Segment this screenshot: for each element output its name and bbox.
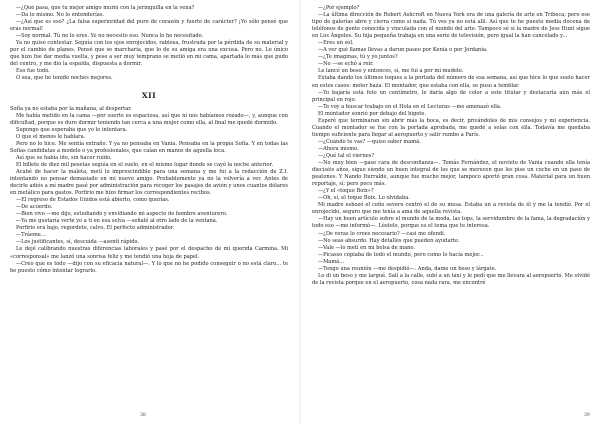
paragraph: O que el menos le hablara.	[16, 133, 86, 140]
paragraph: —De acuerdo.	[16, 204, 53, 211]
paragraph: —¿De veras lo crees necesario? —casi me ofendí.	[318, 230, 446, 237]
paragraph: —Eres un sol.	[318, 40, 354, 47]
paragraph: —Tráeme…	[16, 232, 46, 239]
paragraph: Supongo que esperaba que yo lo intentara.	[16, 126, 128, 133]
paragraph: Esperé que terminaran sin abrir más la boca, es decir, privándoles de mis consejos y mi experiencia. Cuando el montador se fue con la portada aprobada, me quedé a solas con ella. Todavía me quedaba tiempo suficiente para llegar al aeropuerto y salir rumbo a París.	[312, 117, 590, 138]
paragraph: —Picasso copiaba de todo el mundo, pero como lo hacía mejor...	[318, 251, 484, 258]
paragraph: —Oh, sí, el toque Boix. Lo olvidaba.	[318, 195, 410, 202]
paragraph: —Hay un buen artículo sobre el mundo de la moda, las tops, la servidumbre de la fama, la degradación y todo eso —me informó—. Léetelo, porque es el tema que te interesa.	[312, 216, 590, 230]
paragraph: Me había metido en la cama —por suerte es espaciosa, así que ni nos habíamos rozado—, y, aunque con dificultad, porque es duro dormir teniendo tan cerca a una mujer como ella, al final me quedé dormido.	[10, 112, 288, 126]
paragraph: —La última dirección de Robert Ashcroft en Nueva York era de una galería de arte en Tribeca; pero ese tipo de galerías abre y cierra como si nada. Tú ves ya no está allí. Así que te he puesto media docena de teléfonos de gente conocida y vinculada con el mundo del arte. Tampoco sé si la madre de Jess Hunt sigue en Los Ángeles. Su hija pequeña trabaja en una serie de televisión, pero igual la han cancelado y...	[312, 12, 590, 40]
paragraph: Le dejé calibrando nuestras diferencias laborales y pasé por el despacho de mi querida Carmina. Mi «corresponsal» me lanzó una sonrisa feliz y me tendió una hoja de papel.	[10, 246, 288, 260]
paragraph: —Creo que es todo —dijo con su eficacia natural—. Y lo que no he podido conseguir o no está claro... te he puesto cómo intentar lograrlo.	[10, 260, 288, 274]
paragraph: —Ahora mismo.	[318, 145, 359, 152]
paragraph: —¿Y el «toque Boix»?	[318, 188, 374, 195]
paragraph: Ya no quiso contestar. Seguía con los ojos enrojecidos, rabiosa, frustrada por la pérdida de su material y por el cambio de planes. Pensé que se marcharía, que lo de su amiga era una excusa. Pero no. Lo único que hizo fue dar media vuelta, y pese a ser muy temprano se metió en mi cama, apartada lo más que pudo del centro, y me dio la espalda, dispuesta a dormir.	[10, 40, 288, 68]
paragraph: —Ya me gustaría verte yo a ti en esa selva —señalé al otro lado de la ventana.	[16, 218, 218, 225]
paragraph: Pero no lo hice. Me sentía extraño. Y ya no pensaba en Vania. Pensaba en la propia Sofía. Y en todas las Sofías candidatas a modelo o ya profesionales, que caían en manos de aquella loca.	[10, 140, 288, 154]
paragraph: Le lancé un beso y entonces, sí, me fui a por mi mudete.	[318, 68, 464, 75]
paragraph: —A ver qué llamas llevas a darun paseo por Kenia o por Jordania.	[318, 47, 488, 54]
paragraph: —Bien vivo —me dijo, estudiando y envidiando mi aspecto de hombre aventurero.	[16, 211, 228, 218]
paragraph: Acabé de hacer la maleta, metí lo imprescindible para una semana y me fui a la redacción de Z.I. intentando no pensar demasiado en mi nuevo amigo. Probablemente ya no la volvería a ver. Antes de decirle adiós a mí madre pasé por administración para recoger los pasajes de avión y unos cuantos dólares en metálico para gastos. Porfirio me hizo firmar los correspondientes recibos.	[10, 168, 288, 197]
paragraph: —Da lo mismo. No lo entenderías.	[16, 12, 104, 19]
left-page	[10, 5, 288, 411]
paragraph: —Vale —lo metí en mi bolsa de mano.	[318, 244, 416, 251]
chapter-heading: XII	[141, 90, 157, 100]
paragraph: —¿Te imaginas, tú y yo juntos?	[318, 54, 398, 61]
paragraph: Estaba dando los últimos toques a la portada del número de esa semana, así que hice lo que suelo hacer en estos casos: meter baza. El montador, que estaba con ella, se puso a temblar.	[312, 75, 590, 89]
left-text-block-a	[10, 5, 288, 83]
paragraph: —¿Por ejemplo?	[318, 5, 360, 11]
left-text-block-b	[10, 106, 288, 275]
paragraph: —Yo bajaría esta foto un centímetro, le daría algo de color a este titular y destacaría aún más el principal en rojo.	[312, 89, 590, 103]
paragraph: —¿Qué pasa, que tu mejor amigo murió con la jeringuilla en la vena?	[16, 5, 195, 11]
paragraph: —¿Qué tal el viernes?	[318, 152, 375, 159]
paragraph: Lo di un beso y me largué. Salí a la calle, subí a un taxi y le pedí que me llevara al aeropuerto. Me olvidé de la revista porque en el aeropuerto, cosa nada rara, me encontré	[312, 272, 590, 286]
paragraph: Porfirio era bajo, regordete, calvo. El perfecto administrador.	[16, 225, 175, 232]
paragraph: —El regreso de Estados Unidos está abierto, como querías.	[16, 197, 170, 204]
paragraph: Sofía ya no estaba por la mañana, al despertar.	[10, 105, 132, 112]
paragraph: —Mamá…	[318, 258, 345, 265]
paragraph: —No —se echó a reír.	[318, 61, 374, 68]
right-page-number: 39	[584, 413, 590, 418]
paragraph: —No muy bien —pase cara de desconfianza—. Tomás Fernández, el novieto de Vania cuando ella tenía dieciséis años, sigue siendo un buen integral de los que se merecen que les pise un coche en un paso de peatones. Y Nando Iturralde, aunque fue mucho mejor, tampoco aportó gran cosa. Material para un buen reportaje, sí; pero poco más.	[312, 160, 590, 188]
right-page	[312, 5, 590, 411]
paragraph: —Te voy a buscar trabajo en el Hola en el Lecturas —me amenazó ella.	[318, 103, 502, 110]
paragraph: Mi madre esbozó el ceño severo centró el de su mesa. Estaba un a revista de él y me la tendió. Por el enrojecido, seguro que me tenía a ama de aquella revista.	[312, 202, 590, 216]
paragraph: Así que se había ido, sin hacer ruido.	[16, 154, 112, 161]
paragraph: —Tengo una reunión —me despidió—. Anda, dame un beso y lárgate.	[318, 265, 497, 272]
paragraph: Eso fue todo.	[16, 68, 50, 75]
paragraph: —¿Cuándo te vas? —quiso saber mamá.	[318, 138, 421, 145]
paragraph: El billete de diez mil pesetas seguía en el suelo, en el mismo lugar donde se cayó la noche anterior.	[16, 161, 273, 168]
paragraph: O sea, que he tenido noches mejores.	[16, 75, 113, 82]
paragraph: —¿Así que es eso? ¿La falsa superioridad del puro de corazón y fuerte de carácter? ¡Yo sólo pensé que eras normal!	[10, 19, 288, 33]
book-gutter	[299, 0, 301, 424]
paragraph: —Los justificantes, sí, descuida —asentí rápido.	[16, 239, 140, 246]
left-page-number: 38	[140, 413, 146, 418]
paragraph: —Soy normal. Tú no lo eres. Yo no necesito eso. Nunca lo he necesitado.	[16, 33, 204, 40]
paragraph: El montador sonrió por debajo del bigote.	[318, 110, 426, 117]
paragraph: —No seas absurdo. Hay detalles que pueden ayudarte.	[318, 237, 460, 244]
